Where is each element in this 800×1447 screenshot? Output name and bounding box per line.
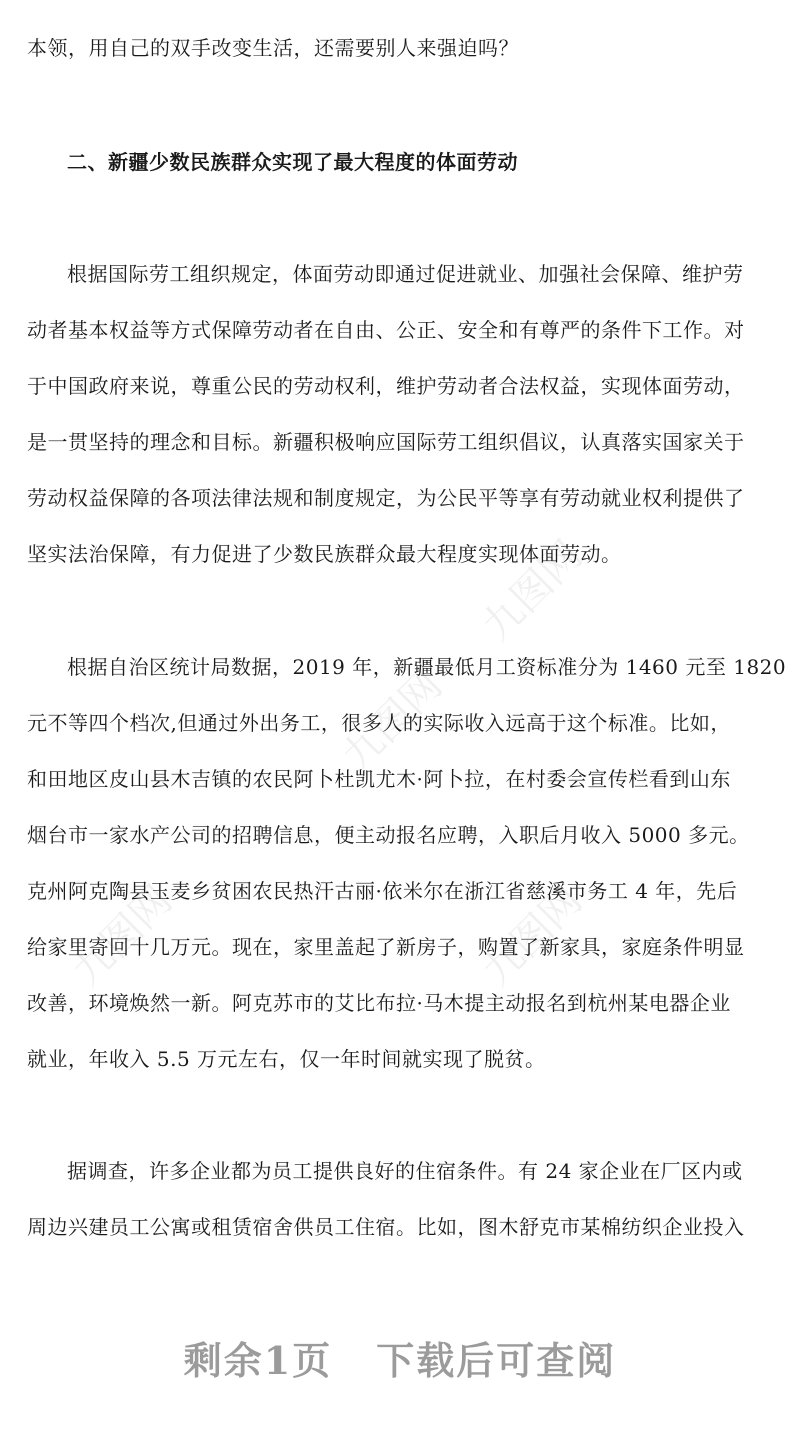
watermark: 九图网 [473, 877, 592, 995]
paragraph-line: 是一贯坚持的理念和目标。新疆积极响应国际劳工组织倡议，认真落实国家关于 [27, 430, 745, 454]
paragraph-line: 动者基本权益等方式保障劳动者在自由、公正、安全和有尊严的条件下工作。对 [27, 318, 745, 342]
section-heading: 二、新疆少数民族群众实现了最大程度的体面劳动 [67, 150, 518, 174]
paragraph-line: 和田地区皮山县木吉镇的农民阿卜杜凯尤木·阿卜拉，在村委会宣传栏看到山东 [27, 767, 731, 791]
remaining-pages-label: 剩余1页 [183, 1338, 333, 1383]
paragraph-line: 元不等四个档次,但通过外出务工，很多人的实际收入远高于这个标准。比如， [27, 711, 731, 735]
paragraph-line: 根据自治区统计局数据，2019 年，新疆最低月工资标准分为 1460 元至 1820 [67, 655, 787, 679]
paragraph-line: 就业，年收入 5.5 万元左右，仅一年时间就实现了脱贫。 [27, 1047, 546, 1071]
paragraph-line: 根据国际劳工组织规定，体面劳动即通过促进就业、加强社会保障、维护劳 [67, 262, 744, 286]
paragraph-line: 劳动权益保障的各项法律法规和制度规定，为公民平等享有劳动就业权利提供了 [27, 486, 745, 510]
watermark: 九图网 [63, 877, 182, 995]
paragraph-line: 克州阿克陶县玉麦乡贫困农民热汗古丽·依米尔在浙江省慈溪市务工 4 年，先后 [27, 879, 738, 903]
watermark: 九图网 [333, 662, 452, 780]
paragraph-line: 改善，环境焕然一新。阿克苏市的艾比布拉·马木提主动报名到杭州某电器企业 [27, 991, 731, 1015]
download-prompt-label[interactable]: 下载后可查阅 [376, 1338, 617, 1383]
watermark: 九图网 [473, 532, 592, 650]
paragraph-line: 坚实法治保障，有力促进了少数民族群众最大程度实现体面劳动。 [27, 542, 622, 566]
paragraph-line: 据调查，许多企业都为员工提供良好的住宿条件。有 24 家企业在厂区内或 [67, 1159, 743, 1183]
paragraph-line: 于中国政府来说，尊重公民的劳动权利，维护劳动者合法权益，实现体面劳动， [27, 374, 745, 398]
paragraph-line: 烟台市一家水产公司的招聘信息，便主动报名应聘，入职后月收入 5000 多元。 [27, 823, 750, 847]
paragraph-line: 周边兴建员工公寓或租赁宿舍供员工住宿。比如，图木舒克市某棉纺织企业投入 [27, 1215, 745, 1239]
intro-line: 本领，用自己的双手改变生活，还需要别人来强迫吗？ [27, 36, 519, 60]
download-banner[interactable] [0, 1330, 800, 1385]
paragraph-line: 给家里寄回十几万元。现在，家里盖起了新房子，购置了新家具，家庭条件明显 [27, 935, 745, 959]
